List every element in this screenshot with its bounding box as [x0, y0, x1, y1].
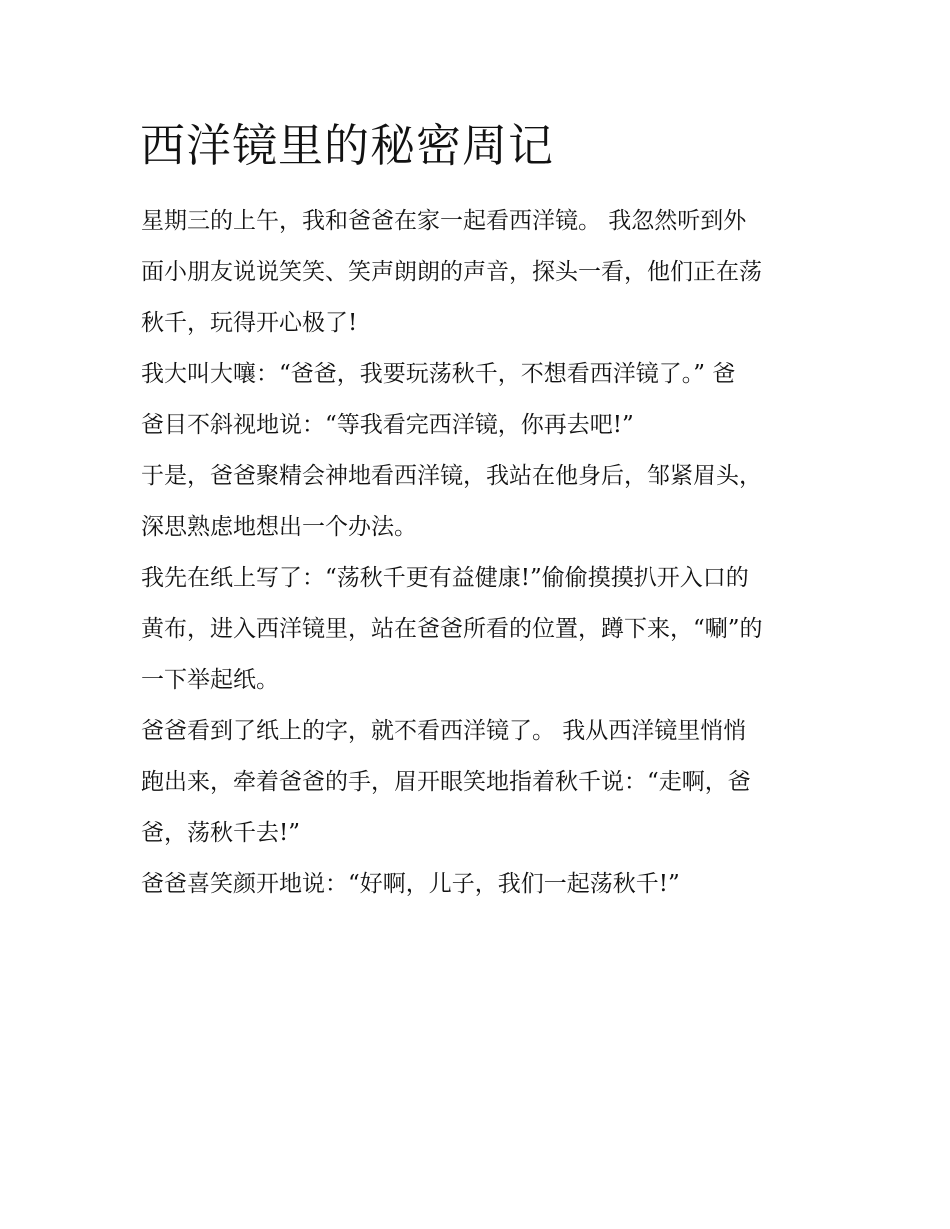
text-line: 秋千，玩得开心极了! — [141, 310, 358, 336]
text-line: 一下举起纸。 — [141, 667, 279, 693]
text-line: 面小朋友说说笑笑、笑声朗朗的声音，探头一看，他们正在荡 — [141, 259, 762, 285]
document-body — [141, 196, 813, 910]
text-line: 跑出来，牵着爸爸的手，眉开眼笑地指着秋千说：“走啊，爸 — [141, 769, 751, 795]
text-line: 于是，爸爸聚精会神地看西洋镜，我站在他身后，邹紧眉头， — [141, 463, 762, 489]
text-line: 爸目不斜视地说：“等我看完西洋镜，你再去吧!” — [141, 412, 634, 438]
text-line: 我大叫大嚷：“爸爸，我要玩荡秋千，不想看西洋镜了。” 爸 — [141, 361, 736, 387]
text-line: 黄布，进入西洋镜里，站在爸爸所看的位置，蹲下来，“唰”的 — [141, 616, 763, 642]
text-line: 爸，荡秋千去!” — [141, 820, 301, 846]
text-line: 深思熟虑地想出一个办法。 — [141, 514, 417, 540]
text-line: 爸爸看到了纸上的字，就不看西洋镜了。 我从西洋镜里悄悄 — [141, 718, 747, 744]
document-title: 西洋镜里的秘密周记 — [140, 119, 555, 172]
text-line: 爸爸喜笑颜开地说：“好啊，儿子，我们一起荡秋千!” — [141, 871, 680, 897]
text-line: 星期三的上午，我和爸爸在家一起看西洋镜。 我忽然听到外 — [141, 208, 747, 234]
text-line: 我先在纸上写了：“荡秋千更有益健康!”偷偷摸摸扒开入口的 — [141, 565, 749, 591]
